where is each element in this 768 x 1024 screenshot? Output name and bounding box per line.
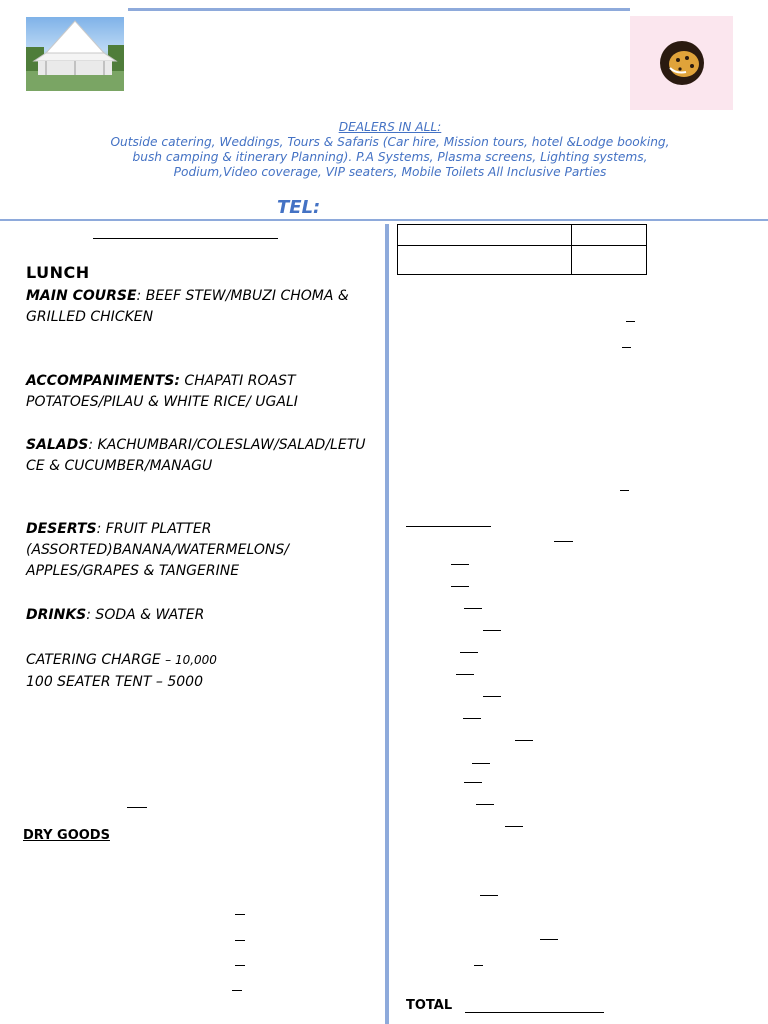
blank-dash: [464, 608, 482, 609]
blank-dash: [622, 347, 631, 348]
tent-photo: [26, 17, 124, 91]
catering-charge-label: CATERING CHARGE: [26, 652, 166, 668]
blank-dash: [235, 914, 245, 915]
salads: [26, 435, 366, 477]
drinks-value: : SODA & WATER: [86, 607, 205, 623]
cheetah-logo: [630, 16, 733, 110]
blank-dash: [463, 718, 481, 719]
dry-goods-heading: DRY GOODS: [23, 828, 110, 843]
accompaniments-value: CHAPATI ROAST POTATOES/PILAU & WHITE RICE/ UGALI: [26, 373, 298, 410]
blank-dash: [127, 807, 147, 808]
accompaniments: [26, 371, 366, 413]
blank-dash: [232, 990, 242, 991]
services-text: Outside catering, Weddings, Tours & Safaris (Car hire, Mission tours, hotel &Lodge booking, bush camping & itinerary Planning). P.A Systems, Plasma screens, Lighting systems, Podium,Video coverage, VIP seaters, Mobile Toilets All Inclusive Parties: [110, 135, 670, 179]
blank-dash: [474, 965, 483, 966]
deserts-label: DESERTS: [26, 521, 97, 537]
tent-charge: [26, 672, 366, 693]
blank-dash: [472, 763, 490, 764]
blank-dash: [464, 782, 482, 783]
blank-dash: [515, 740, 533, 741]
blank-dash: [451, 586, 469, 587]
blank-dash: [483, 696, 501, 697]
dealers-label: DEALERS IN ALL:: [338, 120, 442, 134]
blank-dash: [476, 804, 494, 805]
tel-label: TEL:: [277, 197, 321, 218]
accompaniments-label: ACCOMPANIMENTS:: [26, 373, 180, 389]
blank-dash: [456, 674, 474, 675]
tent-charge-value: – 5000: [155, 674, 204, 690]
blank-dash: [451, 564, 469, 565]
info-cell: [398, 246, 572, 275]
blank-dash: [235, 940, 245, 941]
info-table: [397, 224, 647, 275]
column-divider: [385, 224, 389, 1024]
blank-dash: [540, 939, 558, 940]
tent-charge-label: 100 SEATER TENT: [26, 674, 156, 690]
deserts-value: : FRUIT PLATTER (ASSORTED)BANANA/WATERMELONS/ APPLES/GRAPES & TANGERINE: [26, 521, 289, 579]
total-underline: [465, 1012, 604, 1013]
main-course-value: : BEEF STEW/MBUZI CHOMA & GRILLED CHICKEN: [26, 288, 349, 325]
header-divider: [0, 219, 768, 221]
total-label: TOTAL: [406, 998, 453, 1013]
main-course-label: MAIN COURSE: [26, 288, 137, 304]
blank-dash: [554, 541, 573, 542]
blank-underline: [93, 238, 278, 239]
blank-dash: [460, 652, 478, 653]
blank-dash: [406, 526, 491, 527]
blank-dash: [505, 826, 523, 827]
main-course: [26, 286, 366, 328]
blank-dash: [626, 321, 635, 322]
top-rule: [128, 8, 630, 11]
blank-dash: [620, 490, 629, 491]
info-cell: [572, 225, 647, 246]
info-cell: [398, 225, 572, 246]
header-services: [110, 120, 670, 180]
catering-charge-value: – 10,000: [165, 653, 217, 667]
salads-value: : KACHUMBARI/COLESLAW/SALAD/LETU CE & CUCUMBER/MANAGU: [26, 437, 366, 474]
catering-charge: [26, 650, 366, 671]
deserts: [26, 519, 366, 582]
drinks: [26, 605, 366, 626]
salads-label: SALADS: [26, 437, 89, 453]
blank-dash: [235, 965, 245, 966]
info-cell: [572, 246, 647, 275]
blank-dash: [480, 895, 498, 896]
blank-dash: [483, 630, 501, 631]
lunch-title: LUNCH: [26, 263, 90, 282]
drinks-label: DRINKS: [26, 607, 87, 623]
